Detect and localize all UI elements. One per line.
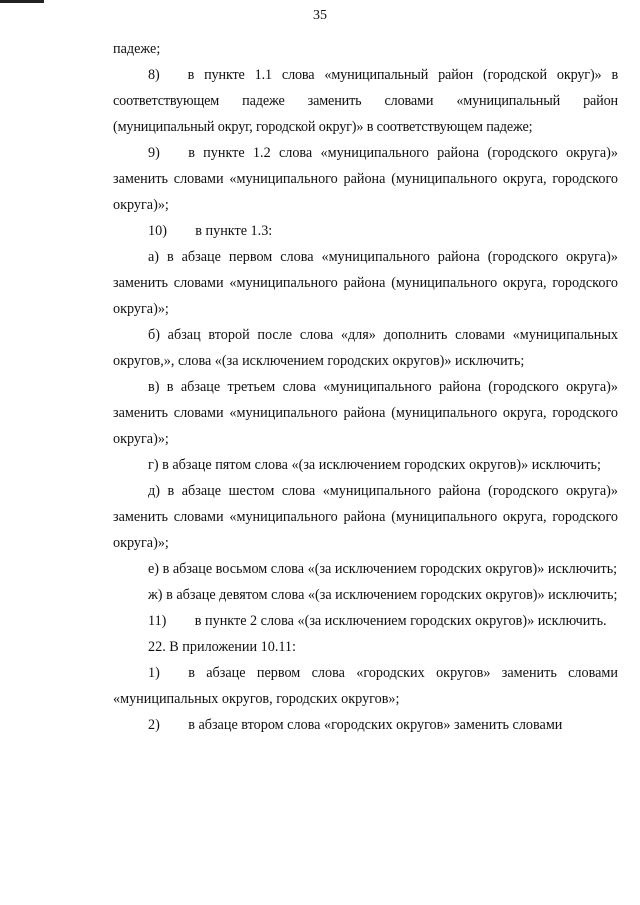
paragraph-subitem-zh: ж) в абзаце девятом слова «(за исключением городских округов)» исключить; [148, 587, 618, 603]
paragraph-continuation: падеже; [113, 41, 161, 57]
scan-edge-mark [0, 0, 44, 3]
paragraph-item-8: 8) в пункте 1.1 слова «муниципальный район (городской округ)» в соответствующем падеже заменить словами «муниципальный район (муниципальный округ, городской округ)» в соответствующем падеже; [113, 67, 618, 135]
paragraph-subitem-g: г) в абзаце пятом слова «(за исключением городских округов)» исключить; [148, 457, 601, 473]
paragraph-item-2: 2) в абзаце втором слова «городских округов» заменить словами [148, 717, 563, 733]
paragraph-subitem-d: д) в абзаце шестом слова «муниципального района (городского округа)» заменить словами «муниципального района (муниципального округа, городского округа)»; [113, 483, 618, 551]
document-body [113, 36, 618, 738]
paragraph-subitem-e: е) в абзаце восьмом слова «(за исключением городских округов)» исключить; [148, 561, 618, 577]
page-number: 35 [313, 8, 327, 23]
paragraph-item-9: 9) в пункте 1.2 слова «муниципального района (городского округа)» заменить словами «муниципального района (муниципального округа, городского округа)»; [113, 145, 618, 213]
section-heading-22: 22. В приложении 10.11: [148, 639, 296, 655]
paragraph-subitem-v: в) в абзаце третьем слова «муниципального района (городского округа)» заменить словами «муниципального района (муниципального округа, городского округа)»; [113, 379, 618, 447]
paragraph-subitem-a: а) в абзаце первом слова «муниципального района (городского округа)» заменить словами «муниципального района (муниципального округа, городского округа)»; [113, 249, 618, 317]
paragraph-item-11: 11) в пункте 2 слова «(за исключением городских округов)» исключить. [148, 613, 607, 629]
paragraph-item-1: 1) в абзаце первом слова «городских округов» заменить словами «муниципальных округов, городских округов»; [113, 665, 618, 707]
paragraph-subitem-b: б) абзац второй после слова «для» дополнить словами «муниципальных округов,», слова «(за исключением городских округов)» исключить; [113, 327, 618, 369]
paragraph-item-10: 10) в пункте 1.3: [148, 223, 273, 239]
